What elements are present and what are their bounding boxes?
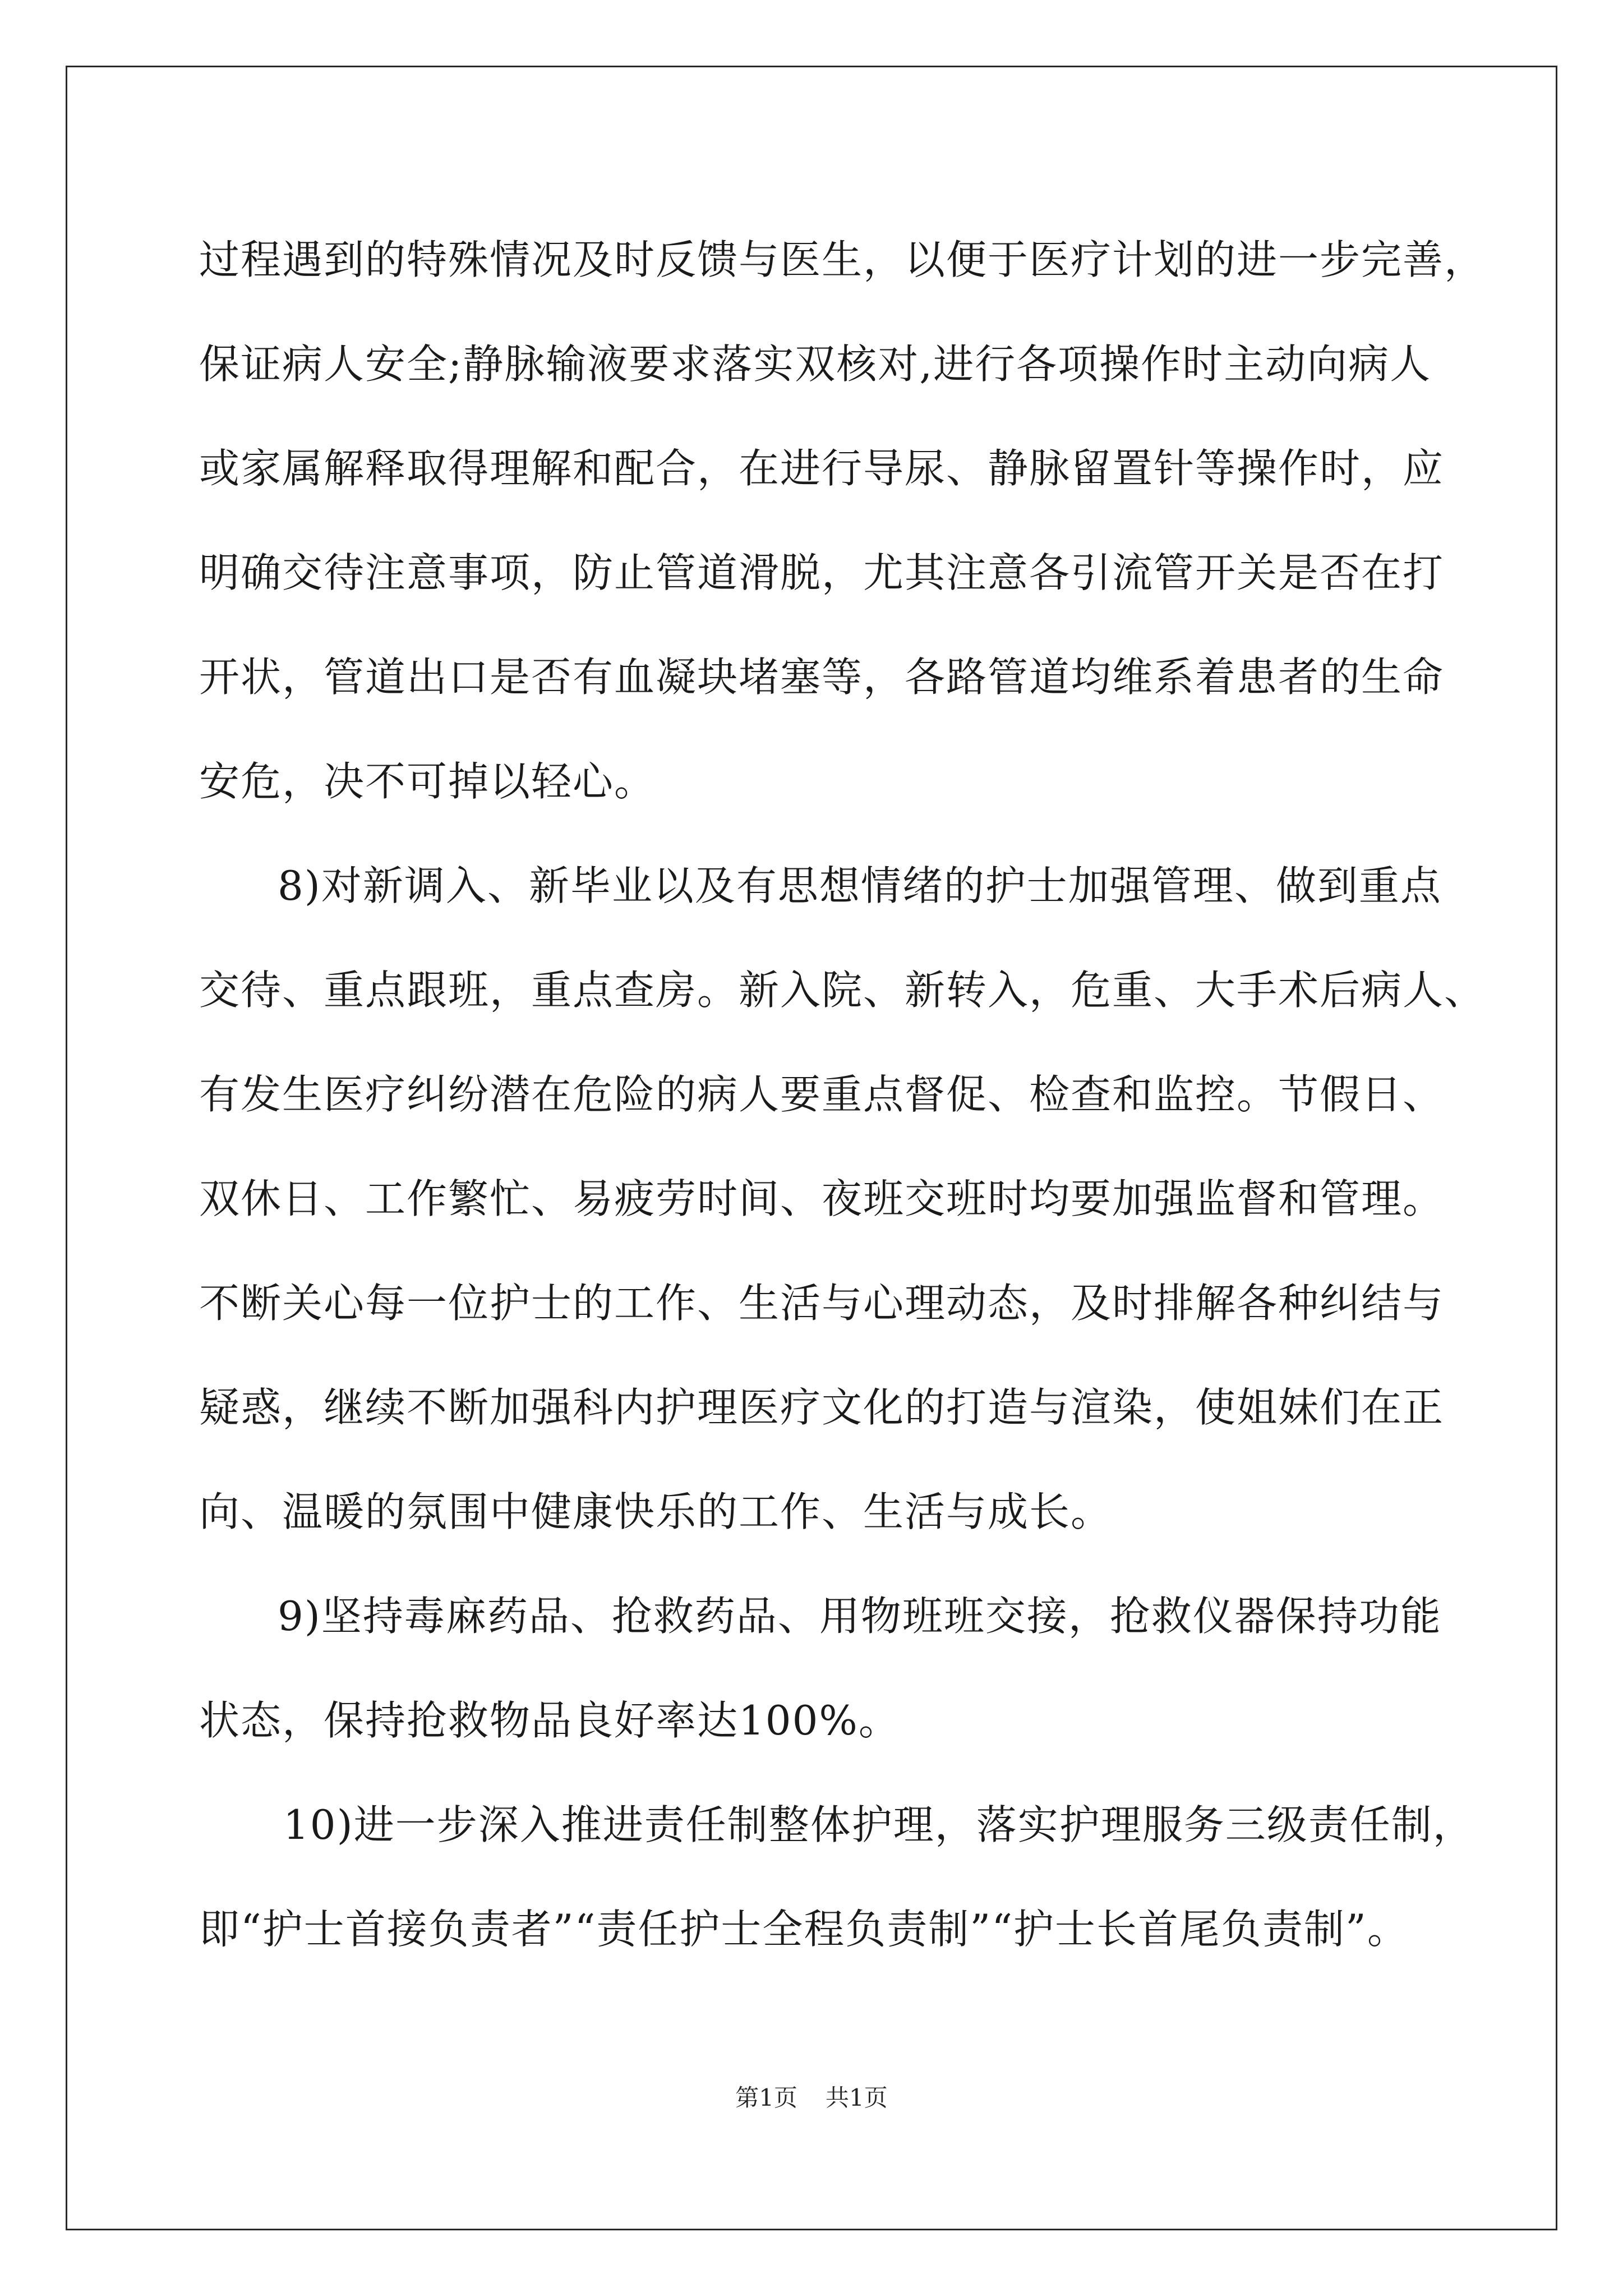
paragraph-9-start: 9)坚持毒麻药品、抢救药品、用物班班交接，抢救仪器保持功能 [278, 1593, 1442, 1640]
paragraph-10-start: 10)进一步深入推进责任制整体护理，落实护理服务三级责任制， [283, 1801, 1474, 1848]
text-line: 保证病人安全;静脉输液要求落实双核对,进行各项操作时主动向病人 [199, 341, 1432, 388]
text-line: 过程遇到的特殊情况及时反馈与医生，以便于医疗计划的进一步完善， [199, 236, 1486, 283]
page-number: 第1页 [735, 2084, 797, 2111]
text-line: 即“护士首接负责者”“责任护士全程负责制”“护士长首尾负责制”。 [199, 1906, 1409, 1953]
text-line: 有发生医疗纠纷潜在危险的病人要重点督促、检查和监控。节假日、 [199, 1071, 1445, 1118]
paragraph-8-start: 8)对新调入、新毕业以及有思想情绪的护士加强管理、做到重点 [278, 862, 1442, 909]
text-line: 开状，管道出口是否有血凝块堵塞等，各路管道均维系着患者的生命 [199, 654, 1445, 701]
text-line: 双休日、工作繁忙、易疲劳时间、夜班交班时均要加强监督和管理。 [199, 1175, 1445, 1222]
text-line: 或家属解释取得理解和配合，在进行导尿、静脉留置针等操作时，应 [199, 445, 1445, 492]
text-line: 不断关心每一位护士的工作、生活与心理动态，及时排解各种纠结与 [199, 1280, 1445, 1327]
page-total: 共1页 [826, 2084, 888, 2111]
text-line: 疑惑，继续不断加强科内护理医疗文化的打造与渲染，使姐妹们在正 [199, 1384, 1445, 1431]
text-line: 明确交待注意事项，防止管道滑脱，尤其注意各引流管开关是否在打 [199, 549, 1445, 596]
text-line: 交待、重点跟班，重点查房。新入院、新转入，危重、大手术后病人、 [199, 967, 1486, 1014]
text-line: 向、温暖的氛围中健康快乐的工作、生活与成长。 [199, 1488, 1113, 1535]
page-footer [0, 2081, 1623, 2115]
text-line: 状态，保持抢救物品良好率达100%。 [199, 1697, 900, 1744]
document-body [199, 208, 1486, 1981]
text-line: 安危，决不可掉以轻心。 [199, 758, 656, 805]
